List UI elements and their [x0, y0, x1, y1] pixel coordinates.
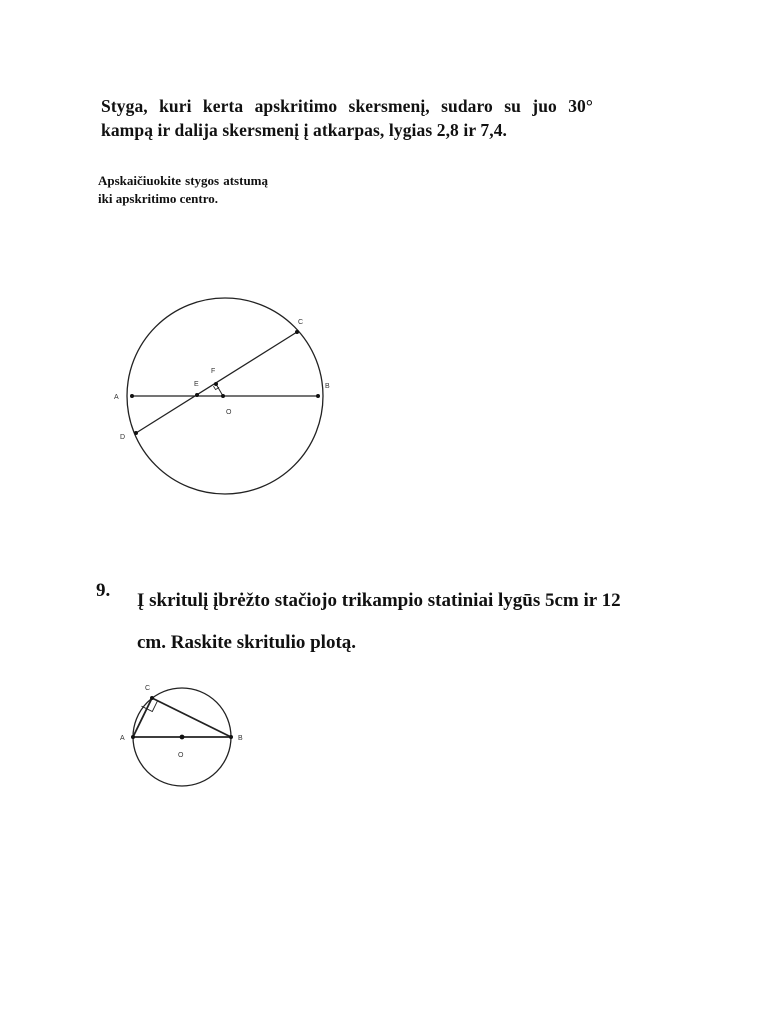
figure1-label-a: A [114, 394, 119, 401]
figure2-label-a: A [120, 735, 125, 742]
figure1-label-f: F [211, 368, 216, 375]
figure2-label-c: C [145, 685, 151, 692]
figure2-leg-bc [152, 698, 231, 737]
figure2-inscribed-triangle-diagram [120, 685, 243, 786]
figure1-point-d [134, 431, 138, 435]
figure1-point-b [316, 394, 320, 398]
figure1-point-f [214, 382, 218, 386]
figure1-label-c: C [298, 319, 304, 326]
figure2-point-b [229, 735, 233, 739]
figure1-label-o: O [226, 409, 232, 416]
problem8-task: Apskaičiuokite stygos atstumą iki apskritimo centro. [98, 173, 268, 206]
figure2-label-b: B [238, 735, 243, 742]
problem9-line2: cm. Raskite skritulio plotą. [137, 632, 357, 653]
figure1-point-c [295, 330, 299, 334]
figure1-right-angle-mark [213, 386, 219, 390]
figure2-point-c [150, 696, 154, 700]
figure1-circle-chord-diagram [114, 298, 330, 494]
figure1-label-b: B [325, 383, 330, 390]
problem9-line1: Į skritulį įbrėžto stačiojo trikampio statiniai lygūs 5cm ir 12 [137, 590, 621, 611]
figure1-point-e [195, 393, 199, 397]
problem8-statement: Styga, kuri kerta apskritimo skersmenį, sudaro su juo 30° kampą ir dalija skersmenį į atkarpas, lygias 2,8 ir 7,4. [101, 96, 593, 140]
figure2-point-o [180, 735, 185, 740]
problem9-number: 9. [96, 580, 111, 601]
figure1-perpendicular-of [216, 384, 223, 396]
figure2-label-o: O [178, 752, 184, 759]
figure1-point-a [130, 394, 134, 398]
figure2-point-a [131, 735, 135, 739]
figure1-point-o [221, 394, 225, 398]
figure1-label-d: D [120, 434, 126, 441]
figure1-label-e: E [194, 381, 199, 388]
figure2-leg-ac [133, 698, 152, 737]
